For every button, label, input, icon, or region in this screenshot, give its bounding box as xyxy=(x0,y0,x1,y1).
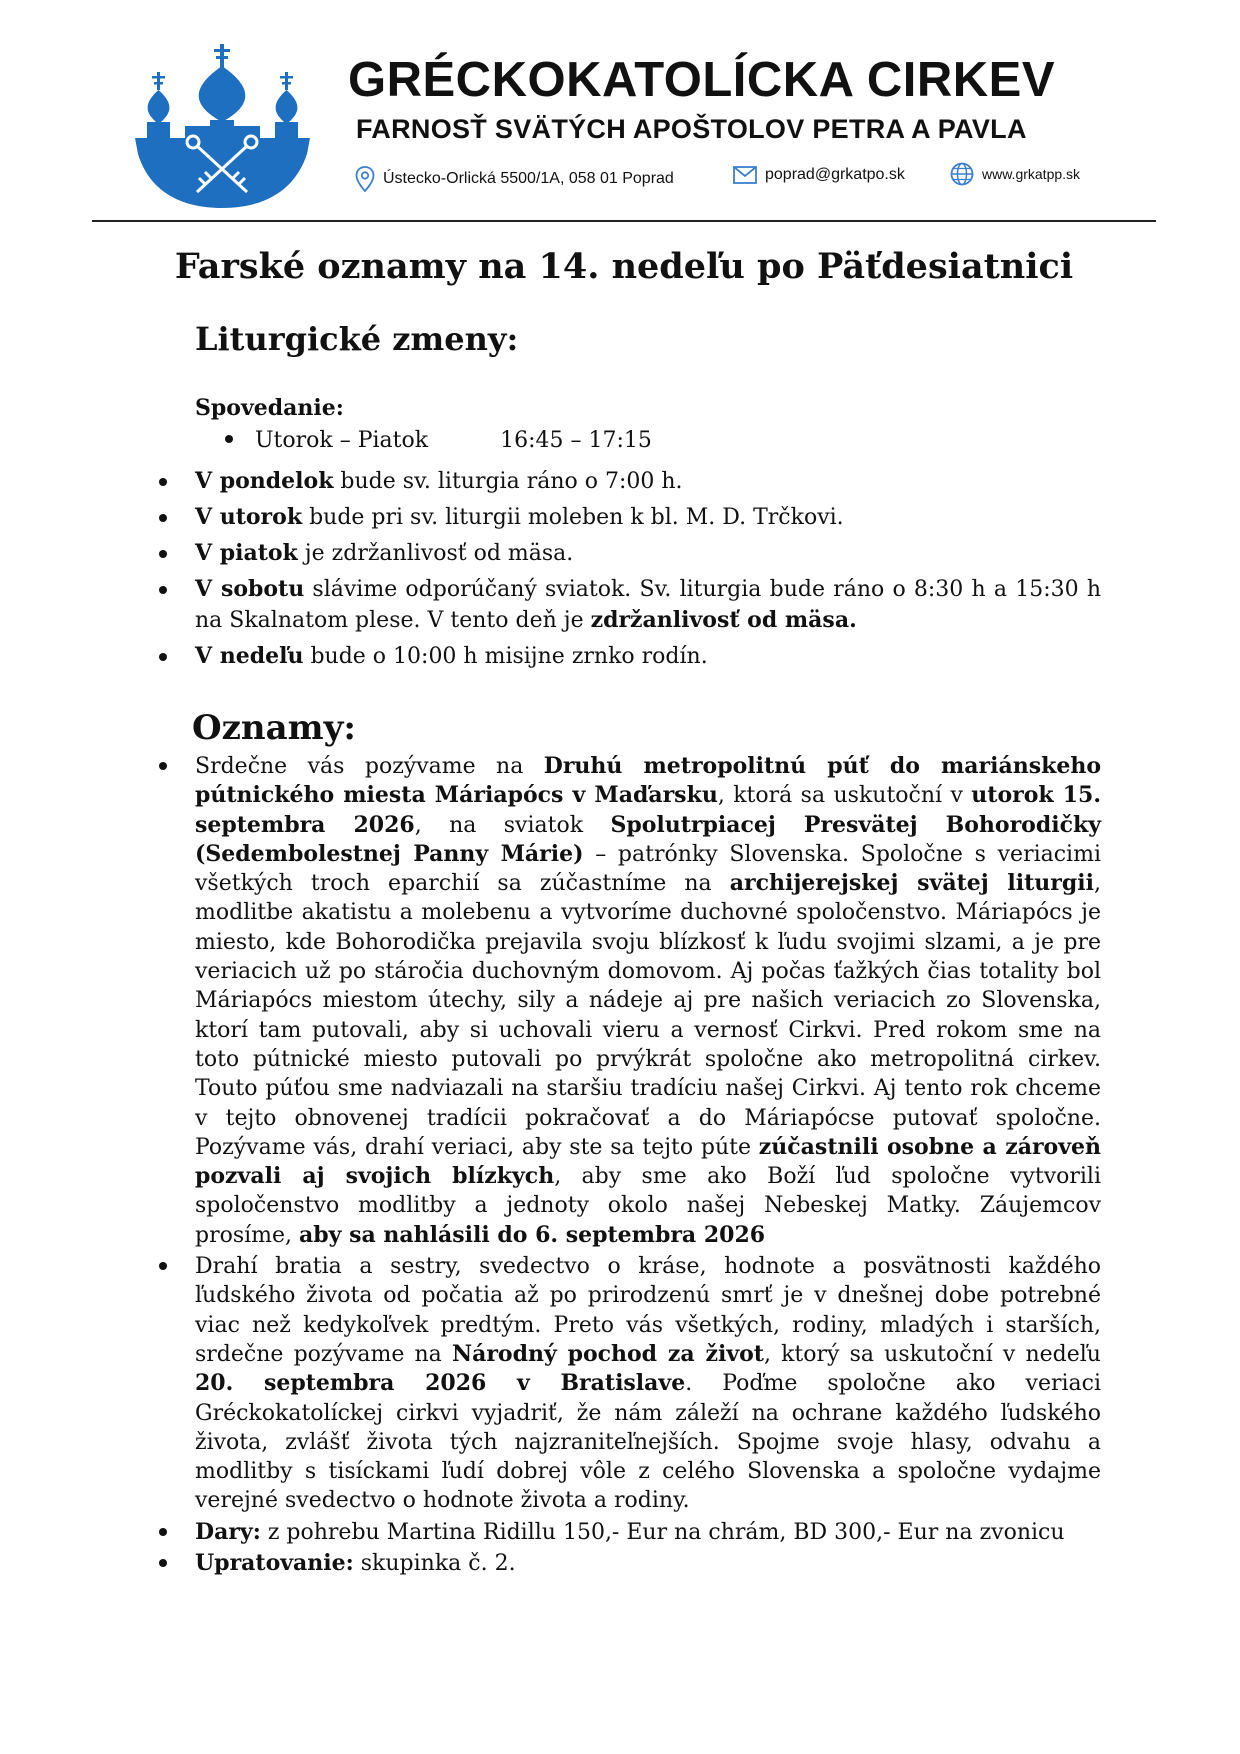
text-span: Drahí bratia a sestry, svedectvo o kráse, hodnote a posvätnosti každého ľudského života od počatia až po prirodzenú smrť je v dnešnej dobe potrebné viac než kedykoľvek predtým. Preto vás všetkých, rodiny, mladých i starších, srdečne pozývame na xyxy=(195,1254,1101,1367)
list-item xyxy=(157,466,1101,497)
confession-label: Spovedanie: xyxy=(195,395,344,421)
item-text: bude sv. liturgia ráno o 7:00 h. xyxy=(333,469,683,494)
bold-span: aby sa nahlásili do 6. septembra 2026 xyxy=(299,1221,766,1248)
item-emphasis: zdržanlivosť od mäsa. xyxy=(590,607,857,633)
bullet xyxy=(225,435,233,443)
address-text: Ústecko-Orlická 5500/1A, 058 01 Poprad xyxy=(383,170,674,187)
location-pin-icon xyxy=(355,166,375,192)
organization-name: GRÉCKOKATOLÍCKA CIRKEV xyxy=(348,53,1056,107)
website-line xyxy=(950,162,1080,186)
text-span: – patrónky Slovenska. Spoločne s veriacimi všetkých troch eparchií sa zúčastníme na xyxy=(195,841,1101,897)
day-label: V piatok xyxy=(195,540,298,566)
bold-span: Druhú metropolitnú púť do mariánskeho pútnického miesta Máriapócs v Maďarsku xyxy=(195,753,1101,809)
gifts-label: Dary: xyxy=(195,1518,261,1545)
text-span: , ktorý sa uskutoční v nedeľu xyxy=(763,1341,1101,1367)
website-link[interactable]: www.grkatpp.sk xyxy=(982,166,1081,182)
address-line xyxy=(355,166,674,192)
item-text: bude o 10:00 h misijne zrnko rodín. xyxy=(303,644,708,669)
announcements-heading: Oznamy: xyxy=(192,708,356,748)
page-title: Farské oznamy na 14. nedeľu po Päťdesiatnici xyxy=(174,246,1074,287)
bold-span: 20. septembra 2026 v Bratislave xyxy=(195,1370,686,1397)
item-text: je zdržanlivosť od mäsa. xyxy=(297,541,574,566)
liturgical-changes-list xyxy=(157,466,1101,677)
bold-span: Národný pochod za život xyxy=(451,1340,764,1367)
list-item xyxy=(157,641,1101,672)
day-label: V utorok xyxy=(195,504,303,530)
church-logo xyxy=(135,42,310,208)
email-line xyxy=(733,166,905,184)
text-span: , ktorá sa uskutoční v xyxy=(717,783,972,809)
cleaning-label: Upratovanie: xyxy=(195,1550,354,1577)
text-span: Srdečne vás pozývame na xyxy=(195,754,544,779)
item-text: bude pri sv. liturgii moleben k bl. M. D. Trčkovi. xyxy=(302,505,844,530)
cleaning-text: skupinka č. 2. xyxy=(353,1551,516,1577)
text-span: . Poďme spoločne ako veriaci Gréckokatolíckej cirkvi vyjadriť, že nám záleží na ochrane každého ľudského života, zvlášť života tých najzraniteľnejších. Spojme svoje hlasy, odvahu a modlitby s tisíckami ľudí dobrej vôle z celého Slovenska a spoločne vydajme verejné svedectvo o hodnote života a rodiny. xyxy=(195,1371,1101,1514)
list-item xyxy=(157,502,1101,533)
day-label: V pondelok xyxy=(195,468,334,494)
cleaning-announcement xyxy=(157,1549,1101,1578)
item-text: slávime odporúčaný sviatok. Sv. liturgia bude ráno o 8:30 h a 15:30 h na Skalnatom plese. V tento deň je xyxy=(195,577,1101,633)
text-span: , modlitbe akatistu a molebenu a vytvoríme duchovné spoločenstvo. Máriapócs je miesto, kde Bohorodička prejavila svoju blízkosť k ľudu svojimi slzami, a je pre veriacich už po stáročia duchovným domovom. Aj počas ťažkých čias totality bol Máriapócs miestom útechy, sily a nádeje aj pre našich veriacich zo Slovenska, ktorí tam putovali, aby si uchovali vieru a vernosť Cirkvi. Pred rokom sme na toto pútnické miesto putovali po prvýkrát spoločne ako metropolitná cirkev. Touto púťou sme nadviazali na staršiu tradíciu našej Cirkvi. Aj tento rok chceme v tejto obnovenej tradícii pokračovať a do Máriapócse putovať spoločne. Pozývame vás, drahí veriaci, aby ste sa tejto púte xyxy=(195,871,1101,1160)
announcements-list xyxy=(157,752,1101,1580)
bold-span: utorok 15. septembra 2026 xyxy=(195,782,1101,838)
globe-icon xyxy=(950,162,974,186)
day-label: V nedeľu xyxy=(195,643,304,669)
confession-schedule xyxy=(225,428,652,453)
parish-name: FARNOSŤ SVÄTÝCH APOŠTOLOV PETRA A PAVLA xyxy=(356,114,1027,144)
bold-span: archijerejskej svätej liturgii xyxy=(729,870,1094,897)
day-label: V sobotu xyxy=(195,576,305,602)
bold-span: zúčastnili osobne a zároveň pozvali aj svojich blízkych xyxy=(195,1133,1101,1190)
bold-span: Spolutrpiacej Presvätej Bohorodičky (Sedembolestnej Panny Márie) xyxy=(195,811,1101,867)
gifts-text: z pohrebu Martina Ridillu 150,- Eur na chrám, BD 300,- Eur na zvonicu xyxy=(260,1519,1065,1545)
envelope-icon xyxy=(733,166,757,184)
letterhead xyxy=(0,0,1240,222)
list-item xyxy=(157,574,1101,636)
confession-days: Utorok – Piatok xyxy=(255,428,429,453)
text-span: , na sviatok xyxy=(414,812,611,838)
gifts-announcement xyxy=(157,1518,1101,1547)
march-for-life-announcement xyxy=(157,1252,1101,1516)
confession-time: 16:45 – 17:15 xyxy=(500,428,652,453)
email-link[interactable]: poprad@grkatpo.sk xyxy=(765,166,905,183)
liturgical-changes-heading: Liturgické zmeny: xyxy=(195,320,519,358)
pilgrimage-announcement xyxy=(157,752,1101,1250)
header-divider xyxy=(92,220,1156,222)
list-item xyxy=(157,538,1101,569)
text-span: , aby sme ako Boží ľud spoločne vytvorili spoločenstvo modlitby a jednoty okolo našej Nebeskej Matky. Záujemcov prosíme, xyxy=(195,1164,1101,1248)
